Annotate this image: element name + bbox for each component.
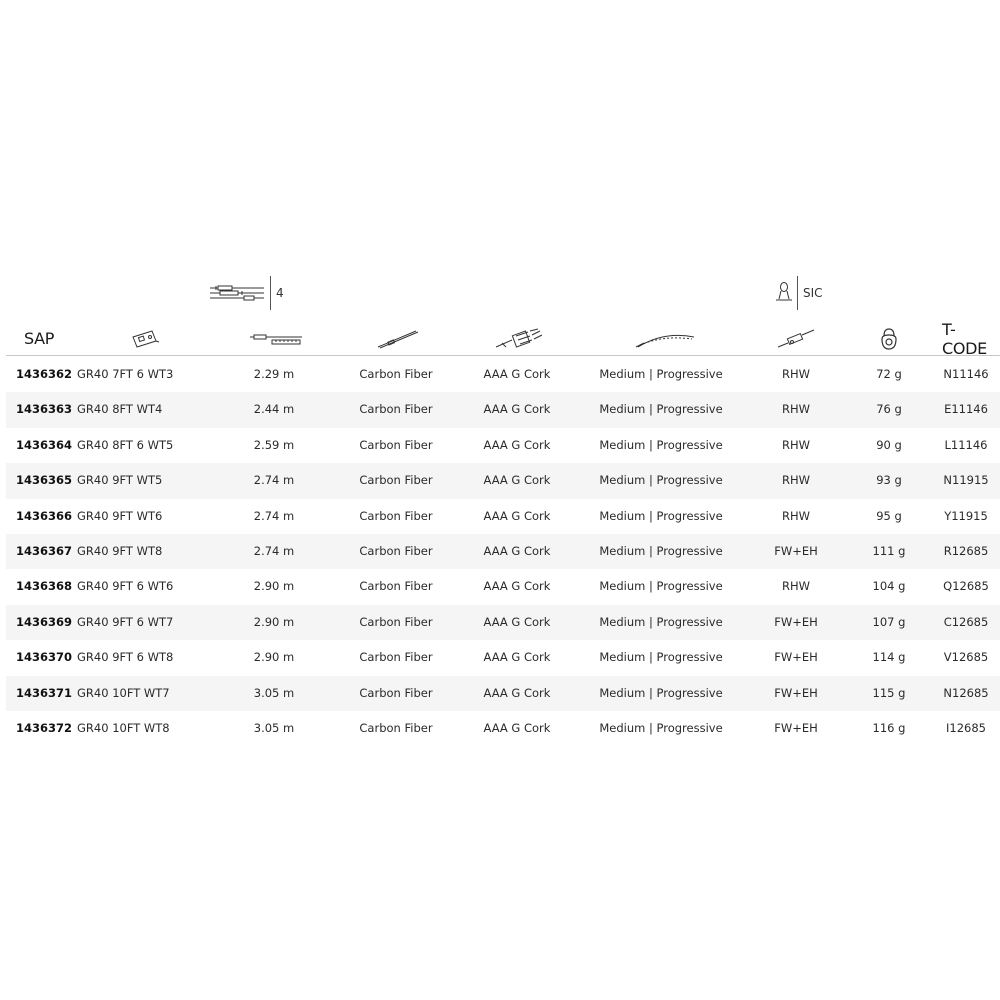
header-action [634,322,698,355]
table-row [6,640,1000,675]
cell-material: Carbon Fiber [359,614,433,629]
cell-length: 3.05 m [253,720,295,735]
guide-type-label: SIC [803,286,823,300]
cell-sap: 1436369 [16,614,73,629]
cell-length: 2.90 m [253,614,295,629]
kettlebell-icon [878,327,900,351]
cell-weight: 72 g [876,367,902,381]
header-weight [878,322,900,355]
cell-reel-seat: RHW [781,367,810,381]
cell-material: Carbon Fiber [359,402,433,417]
cell-reel-seat: RHW [781,437,810,452]
table-row [6,569,1000,604]
header-model [130,322,160,355]
cork-handle-icon [494,327,544,351]
cell-tcode: I12685 [946,720,986,735]
cell-model: GR40 8FT 6 WT5 [77,437,174,452]
cell-length: 2.90 m [253,579,295,594]
cell-action: Medium | Progressive [599,650,723,665]
table-row [6,428,1000,463]
table-row [6,676,1000,711]
cell-tcode: L11146 [944,437,988,452]
rod-blank-icon [376,328,420,350]
cell-sap: 1436366 [16,508,73,523]
cell-model: GR40 10FT WT7 [77,685,170,700]
cell-handle: AAA G Cork [483,402,551,417]
cell-handle: AAA G Cork [483,579,551,594]
cell-handle: AAA G Cork [483,367,551,381]
reel-seat-icon [776,328,816,350]
cell-tcode: V12685 [943,650,989,665]
table-row [6,357,1000,392]
rod-sections-icon [208,283,266,303]
cell-material: Carbon Fiber [359,367,433,381]
header-tcode [942,319,1000,358]
cell-action: Medium | Progressive [599,367,723,381]
cell-length: 2.59 m [253,437,295,452]
cell-reel-seat: FW+EH [774,543,818,558]
cell-action: Medium | Progressive [599,402,723,417]
cell-material: Carbon Fiber [359,579,433,594]
table-row [6,392,1000,427]
cell-action: Medium | Progressive [599,614,723,629]
cell-sap: 1436371 [16,685,73,700]
header-sap-label: SAP [24,329,55,348]
rod-length-icon [248,331,304,347]
cell-handle: AAA G Cork [483,614,551,629]
cell-action: Medium | Progressive [599,685,723,700]
cell-sap: 1436362 [16,367,73,381]
cell-tcode: E11146 [944,402,988,417]
cell-model: GR40 9FT WT6 [77,508,163,523]
cell-action: Medium | Progressive [599,543,723,558]
cell-handle: AAA G Cork [483,473,551,488]
cell-reel-seat: FW+EH [774,685,818,700]
divider [270,276,271,310]
cell-sap: 1436365 [16,473,73,488]
cell-material: Carbon Fiber [359,437,433,452]
cell-reel-seat: FW+EH [774,650,818,665]
cell-weight: 93 g [876,473,902,488]
cell-material: Carbon Fiber [359,685,433,700]
cell-model: GR40 8FT WT4 [77,402,163,417]
table-row [6,605,1000,640]
cell-handle: AAA G Cork [483,437,551,452]
cell-sap: 1436368 [16,579,73,594]
cell-length: 2.90 m [253,650,295,665]
cell-action: Medium | Progressive [599,473,723,488]
cell-sap: 1436367 [16,543,73,558]
cell-handle: AAA G Cork [483,685,551,700]
cell-reel-seat: FW+EH [774,614,818,629]
cell-tcode: N11146 [943,367,989,381]
cell-model: GR40 9FT WT8 [77,543,163,558]
table-row [6,463,1000,498]
cell-model: GR40 10FT WT8 [77,720,170,735]
header-length [248,322,304,355]
cell-tcode: Y11915 [944,508,988,523]
table-row [6,499,1000,534]
cell-action: Medium | Progressive [599,508,723,523]
cell-weight: 90 g [876,437,902,452]
sections-count: 4 [276,286,284,300]
cell-weight: 104 g [872,579,906,594]
cell-weight: 107 g [872,614,906,629]
top-legend-row [0,276,1000,310]
cell-weight: 116 g [872,720,906,735]
cell-weight: 111 g [872,543,906,558]
cell-weight: 115 g [872,685,906,700]
tag-icon [130,329,160,349]
divider [797,276,798,310]
cell-sap: 1436370 [16,650,73,665]
cell-action: Medium | Progressive [599,437,723,452]
cell-handle: AAA G Cork [483,650,551,665]
cell-length: 2.44 m [253,402,295,417]
cell-tcode: N12685 [943,685,989,700]
cell-model: GR40 9FT WT5 [77,473,163,488]
cell-material: Carbon Fiber [359,720,433,735]
cell-reel-seat: RHW [781,508,810,523]
cell-length: 2.74 m [253,508,295,523]
cell-reel-seat: RHW [781,579,810,594]
cell-material: Carbon Fiber [359,650,433,665]
cell-tcode: Q12685 [943,579,989,594]
cell-tcode: N11915 [943,473,989,488]
rod-guide-icon [775,281,793,305]
cell-length: 2.29 m [253,367,295,381]
rod-action-curve-icon [634,329,698,349]
table-body [6,357,1000,746]
cell-model: GR40 9FT 6 WT7 [77,614,174,629]
cell-tcode: R12685 [943,543,989,558]
cell-reel-seat: FW+EH [774,720,818,735]
cell-handle: AAA G Cork [483,543,551,558]
header-reel-seat [776,322,816,355]
cell-model: GR40 9FT 6 WT6 [77,579,174,594]
table-header [6,319,1000,358]
cell-handle: AAA G Cork [483,508,551,523]
cell-sap: 1436372 [16,720,73,735]
sections-legend [208,276,284,310]
cell-action: Medium | Progressive [599,579,723,594]
cell-reel-seat: RHW [781,402,810,417]
header-tcode-label: T-CODE [942,319,987,358]
cell-length: 3.05 m [253,685,295,700]
cell-action: Medium | Progressive [599,720,723,735]
cell-reel-seat: RHW [781,473,810,488]
table-row [6,534,1000,569]
cell-tcode: C12685 [943,614,989,629]
cell-material: Carbon Fiber [359,473,433,488]
header-sap [24,322,54,355]
header-material [376,322,420,355]
cell-model: GR40 7FT 6 WT3 [77,367,174,381]
table-row [6,711,1000,746]
cell-sap: 1436363 [16,402,73,417]
cell-weight: 76 g [876,402,902,417]
cell-length: 2.74 m [253,473,295,488]
cell-weight: 114 g [872,650,906,665]
cell-material: Carbon Fiber [359,543,433,558]
cell-model: GR40 9FT 6 WT8 [77,650,174,665]
cell-handle: AAA G Cork [483,720,551,735]
header-handle [494,322,544,355]
guides-legend [775,276,823,310]
cell-material: Carbon Fiber [359,508,433,523]
cell-weight: 95 g [876,508,902,523]
cell-sap: 1436364 [16,437,73,452]
cell-length: 2.74 m [253,543,295,558]
